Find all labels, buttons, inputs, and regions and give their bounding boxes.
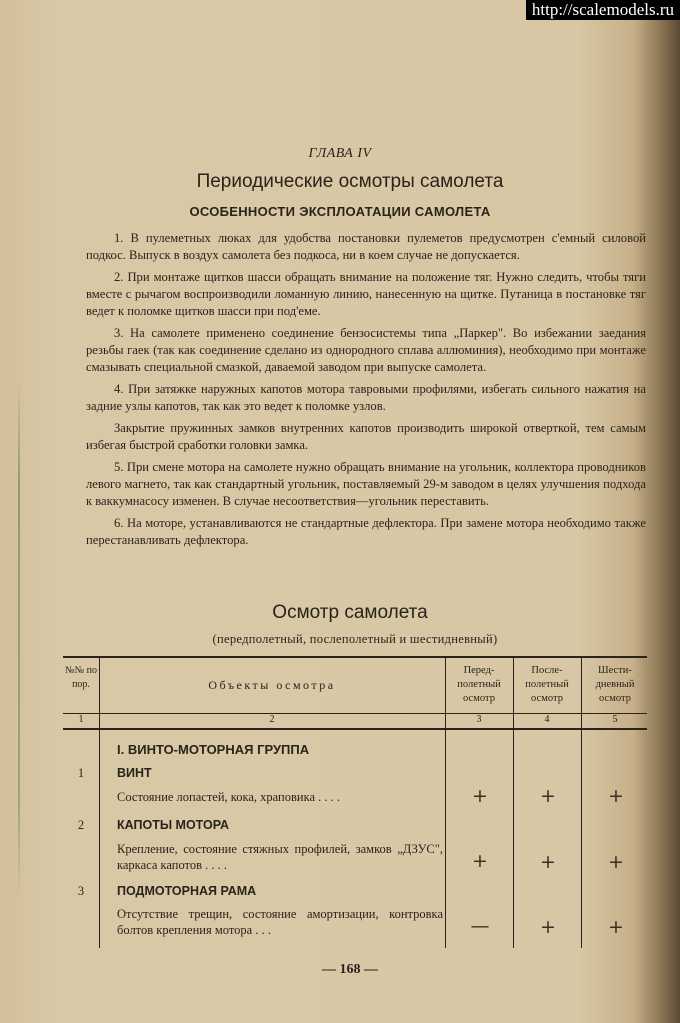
check-mark: + [608, 916, 624, 938]
row-description: Крепление, состояние стяжных профилей, замков „ДЗУС", каркаса капотов . . . . [117, 842, 443, 872]
table-top-rule [63, 656, 647, 658]
column-divider [513, 656, 514, 948]
row-heading: ПОДМОТОРНАЯ РАМА [117, 884, 257, 898]
check-mark: + [472, 785, 488, 807]
page-title: Периодические осмотры самолета [196, 171, 504, 192]
row-heading: КАПОТЫ МОТОРА [117, 818, 229, 832]
paragraph-1: 1. В пулеметных люках для удобства постановки пулеметов предусмотрен с'емный силовой подкос. Выпуск в воздух самолета без подкоса, ни в коем случае не допускается. [86, 231, 646, 263]
table-colnum-rule [63, 728, 647, 730]
check-mark: + [540, 916, 556, 938]
dash-mark: — [470, 915, 490, 937]
paragraph-2: 2. При монтаже щитков шасси обращать внимание на положение тяг. Нужно следить, чтобы тяги вместе с рычагом воспроизводили ломанную линию, нанесенную на щитке. Путаница в постановке тяг ведет к поломке щитков шасси при под'еме. [86, 269, 646, 319]
body-text [86, 230, 646, 554]
paragraph-4: 4. При затяжке наружных капотов мотора тавровыми профилями, избегать сильного нажатия на задние узлы капотов, так как это ведет к поломке узлов. [86, 382, 646, 414]
page-number: — 168 — [322, 962, 378, 977]
watermark: http://scalemodels.ru [526, 0, 680, 20]
header-preflight: Перед-полетный осмотр [457, 665, 501, 704]
column-divider [445, 656, 446, 948]
header-postflight: После-полетный осмотр [525, 665, 569, 704]
check-mark: + [540, 851, 556, 873]
column-number: 2 [269, 714, 275, 725]
column-number: 1 [78, 714, 84, 725]
check-mark: + [540, 785, 556, 807]
row-number: 2 [77, 818, 85, 832]
row-heading: ВИНТ [117, 766, 152, 780]
paragraph-3: 3. На самолете применено соединение бензосистемы типа „Паркер". Во избежании заедания резьбы гаек (так как соединение сделано из однородного сплава аллюминия), необходимо при монтаже смазывать специальной смазкой, даваемой заводом при выпуске самолета. [86, 326, 646, 375]
check-mark: + [608, 785, 624, 807]
group-heading: I. ВИНТО-МОТОРНАЯ ГРУППА [117, 742, 310, 757]
row-description: Состояние лопастей, кока, храповика . . . . [117, 790, 340, 804]
column-divider [99, 656, 100, 948]
row-number: 1 [77, 766, 85, 780]
column-divider [581, 656, 582, 948]
header-sixday: Шести-дневный осмотр [595, 665, 635, 704]
paragraph-5: 5. При смене мотора на самолете нужно обращать внимание на угольник, коллектора проводников левого магнето, так как стандартный угольник, поставляемый 29-м заводом в целях улучшения подхода к ваккумнасосу изменен. В случае несоответствия—угольник переставить. [86, 459, 646, 509]
header-objects: Объекты осмотра [208, 678, 336, 692]
row-description: Отсутствие трещин, состояние амортизации, контровка болтов крепления мотора . . . [117, 907, 443, 937]
header-num: №№ по пор. [65, 665, 97, 690]
check-mark: + [608, 851, 624, 873]
paragraph-4b: Закрытие пружинных замков внутренних капотов производить широкой отверткой, тем самым избегая быстрой сработки головки замка. [86, 421, 646, 453]
column-number: 5 [612, 714, 618, 725]
inspection-table [63, 656, 647, 948]
inspection-title: Осмотр самолета [272, 602, 428, 623]
check-mark: + [472, 850, 488, 872]
row-number: 3 [77, 884, 85, 898]
inspection-subtitle: (передполетный, послеполетный и шестидневный) [212, 632, 498, 646]
chapter-label: ГЛАВА IV [308, 146, 372, 161]
column-number: 4 [544, 714, 550, 725]
column-number: 3 [476, 714, 482, 725]
section-subtitle: ОСОБЕННОСТИ ЭКСПЛОАТАЦИИ САМОЛЕТА [189, 204, 491, 219]
paragraph-6: 6. На моторе, устанавливаются не стандартные дефлектора. При замене мотора необходимо также перестанавливать дефлектора. [86, 516, 646, 548]
